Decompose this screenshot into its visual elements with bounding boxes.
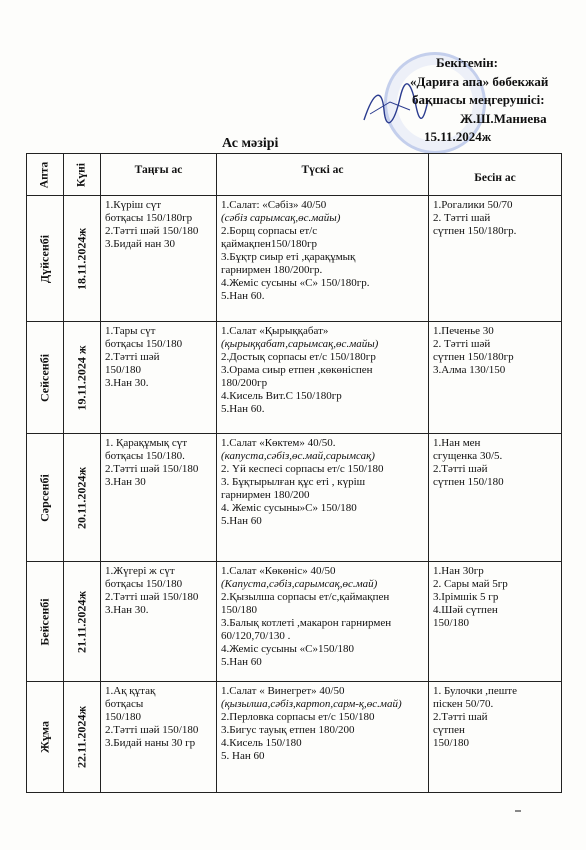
lunch-line: (капуста,сәбіз,өс.май,сарымсақ) (221, 450, 375, 462)
lunch-line: (қызылша,сәбіз,картоп,сарм-қ,өс.май) (221, 698, 402, 710)
lunch-line: 60/120,70/130 . (221, 630, 291, 642)
weekday-cell (27, 434, 64, 562)
date-label: 19.11.2024 ж (74, 344, 89, 411)
lunch-cell (217, 562, 429, 682)
header-lunch: Түскі ас (217, 154, 429, 196)
breakfast-line: 2.Тәтті шәй 150/180 (105, 591, 199, 603)
snack-cell (429, 196, 562, 322)
lunch-line: 5.Нан 60. (221, 290, 265, 302)
snack-cell (429, 434, 562, 562)
lunch-line: 5. Нан 60 (221, 750, 265, 762)
weekday-label: Сейсенбі (37, 353, 52, 402)
page-mark (515, 810, 521, 812)
snack-line: 150/180 (433, 617, 470, 629)
snack-line: сүтпен 150/180 (433, 476, 504, 488)
breakfast-line: 1.Ақ құтақ (105, 685, 156, 697)
lunch-line: 5.Нан 60 (221, 515, 262, 527)
lunch-line: 2.Борщ сорпасы ет/с (221, 225, 318, 237)
breakfast-line: 2.Тәтті шәй (105, 351, 160, 363)
breakfast-line: 1.Жүгері ж сүт (105, 565, 175, 577)
snack-line: 2. Сары май 5гр (433, 578, 508, 590)
breakfast-line: ботқасы 150/180гр (105, 212, 193, 224)
breakfast-line: 2.Тәтті шәй 150/180 (105, 225, 199, 237)
snack-line: сүтпен 150/180гр. (433, 225, 517, 237)
weekday-cell (27, 682, 64, 793)
lunch-line: 4. Жеміс сусыны»С» 150/180 (221, 502, 357, 514)
snack-line: 2. Тәтті шәй (433, 338, 491, 350)
page-title: Ас мәзірі (222, 136, 279, 151)
lunch-cell (217, 682, 429, 793)
snack-line: 1.Рогалики 50/70 (433, 199, 513, 211)
breakfast-cell (101, 434, 217, 562)
approval-role: бақшасы меңгерушісі: (412, 92, 545, 107)
breakfast-line: ботқасы (105, 698, 144, 710)
breakfast-line: 1.Тары сүт (105, 325, 156, 337)
date-cell (64, 562, 101, 682)
lunch-line: 3.Бигус тауық етпен 180/200 (221, 724, 355, 736)
lunch-line: 1.Салат « Винегрет» 40/50 (221, 685, 345, 697)
breakfast-line: 150/180 (105, 711, 142, 723)
header-snack: Бесін ас (429, 154, 562, 196)
lunch-line: 5.Нан 60. (221, 403, 265, 415)
weekday-cell (27, 562, 64, 682)
breakfast-line: 1.Күріш сүт (105, 199, 162, 211)
approval-date: 15.11.2024ж (424, 129, 492, 144)
lunch-line: 1.Салат «Көкөніс» 40/50 (221, 565, 336, 577)
date-label: 22.11.2024ж (74, 705, 89, 769)
lunch-line: (сәбіз сарымсақ,өс.майы) (221, 212, 341, 224)
date-cell (64, 434, 101, 562)
snack-line: 2.Тәтті шай (433, 711, 488, 723)
lunch-cell (217, 196, 429, 322)
breakfast-line: 3.Нан 30. (105, 604, 149, 616)
breakfast-line: 3.Бидай наны 30 гр (105, 737, 196, 749)
snack-cell (429, 322, 562, 434)
date-label: 18.11.2024ж (74, 227, 89, 290)
lunch-line: гарнирмен 180/200 (221, 489, 310, 501)
snack-line: піскен 50/70. (433, 698, 494, 710)
menu-row (27, 682, 562, 793)
lunch-line: (Капуста,сәбіз,сарымсақ,өс.май) (221, 578, 378, 590)
snack-line: 2.Тәтті шәй (433, 463, 488, 475)
snack-line: 4.Шәй сүтпен (433, 604, 498, 616)
weekday-cell (27, 196, 64, 322)
date-cell (64, 196, 101, 322)
lunch-line: 4.Жеміс сусыны «С»150/180 (221, 643, 355, 655)
lunch-line: 180/200гр (221, 377, 268, 389)
approval-heading: Бекітемін: (436, 55, 498, 70)
breakfast-cell (101, 682, 217, 793)
breakfast-line: ботқасы 150/180 (105, 578, 183, 590)
snack-line: 1.Нан мен (433, 437, 481, 449)
approval-org: «Дариға апа» бөбекжай (410, 73, 549, 89)
breakfast-line: 150/180 (105, 364, 142, 376)
snack-line: 150/180 (433, 737, 470, 749)
lunch-line: қаймақпен150/180гр (221, 238, 317, 250)
breakfast-line: 1. Қарақұмық сүт (105, 437, 188, 449)
breakfast-line: 2.Тәтті шәй 150/180 (105, 463, 199, 475)
breakfast-line: 3.Нан 30 (105, 476, 146, 488)
lunch-line: 150/180 (221, 604, 258, 616)
lunch-line: 4.Кисель Вит.С 150/180гр (221, 390, 342, 402)
weekday-label: Дүйсенбі (37, 234, 52, 283)
menu-row (27, 434, 562, 562)
menu-row (27, 196, 562, 322)
approval-block (400, 54, 580, 147)
lunch-line: 1.Салат: «Сәбіз» 40/50 (221, 199, 327, 211)
snack-line: сүтпен (433, 724, 465, 736)
lunch-line: 5.Нан 60 (221, 656, 262, 668)
snack-line: 1. Булочки ,пеште (433, 685, 517, 697)
header-breakfast: Таңғы ас (101, 154, 217, 196)
weekday-cell (27, 322, 64, 434)
lunch-line: 4.Кисель 150/180 (221, 737, 302, 749)
snack-line: сгущенка 30/5. (433, 450, 503, 462)
lunch-line: 3.Бұқтр сиыр еті ,қарақұмық (221, 251, 356, 263)
breakfast-cell (101, 562, 217, 682)
menu-table (26, 153, 562, 793)
breakfast-cell (101, 196, 217, 322)
breakfast-cell (101, 322, 217, 434)
breakfast-line: 2.Тәтті шәй 150/180 (105, 724, 199, 736)
snack-line: сүтпен 150/180гр (433, 351, 514, 363)
date-label: 21.11.2024ж (74, 590, 89, 653)
breakfast-line: ботқасы 150/180 (105, 338, 183, 350)
weekday-label: Жұма (37, 721, 52, 753)
lunch-line: 3.Орама сиыр етпен ,көкөніспен (221, 364, 373, 376)
snack-cell (429, 682, 562, 793)
header-week: Апта (27, 154, 64, 196)
approval-name: Ж.Ш.Маниева (460, 110, 547, 126)
snack-line: 2. Тәтті шай (433, 212, 491, 224)
lunch-line: 2.Қызылша сорпасы ет/с,қаймақпен (221, 591, 390, 603)
lunch-line: 2. Үй кеспесі сорпасы ет/с 150/180 (221, 463, 384, 475)
breakfast-line: ботқасы 150/180. (105, 450, 185, 462)
lunch-cell (217, 322, 429, 434)
lunch-line: 3. Бұқтырылған құс еті , күріш (221, 476, 366, 488)
date-cell (64, 322, 101, 434)
lunch-line: 2.Перловка сорпасы ет/с 150/180 (221, 711, 375, 723)
lunch-line: 1.Салат «Көктем» 40/50. (221, 437, 336, 449)
lunch-line: 3.Балық котлеті ,макарон гарнирмен (221, 617, 392, 629)
breakfast-line: 3.Бидай нан 30 (105, 238, 175, 250)
menu-row (27, 322, 562, 434)
snack-line: 3.Ірімшік 5 гр (433, 591, 499, 603)
lunch-line: 1.Салат «Қырыққабат» (221, 325, 329, 337)
lunch-cell (217, 434, 429, 562)
lunch-line: 2.Достық сорпасы ет/с 150/180гр (221, 351, 376, 363)
weekday-label: Бейсенбі (37, 597, 52, 646)
snack-cell (429, 562, 562, 682)
date-cell (64, 682, 101, 793)
header-day: Күні (64, 154, 101, 196)
weekday-label: Сәрсенбі (37, 473, 52, 522)
date-label: 20.11.2024ж (74, 466, 89, 529)
snack-line: 1.Печенье 30 (433, 325, 494, 337)
snack-line: 1.Нан 30гр (433, 565, 484, 577)
lunch-line: 4.Жеміс сусыны «С» 150/180гр. (221, 277, 370, 289)
breakfast-line: 3.Нан 30. (105, 377, 149, 389)
lunch-line: гарнирмен 180/200гр. (221, 264, 323, 276)
snack-line: 3.Алма 130/150 (433, 364, 506, 376)
lunch-line: (қырыққабат,сарымсақ,өс.майы) (221, 338, 379, 350)
menu-row (27, 562, 562, 682)
